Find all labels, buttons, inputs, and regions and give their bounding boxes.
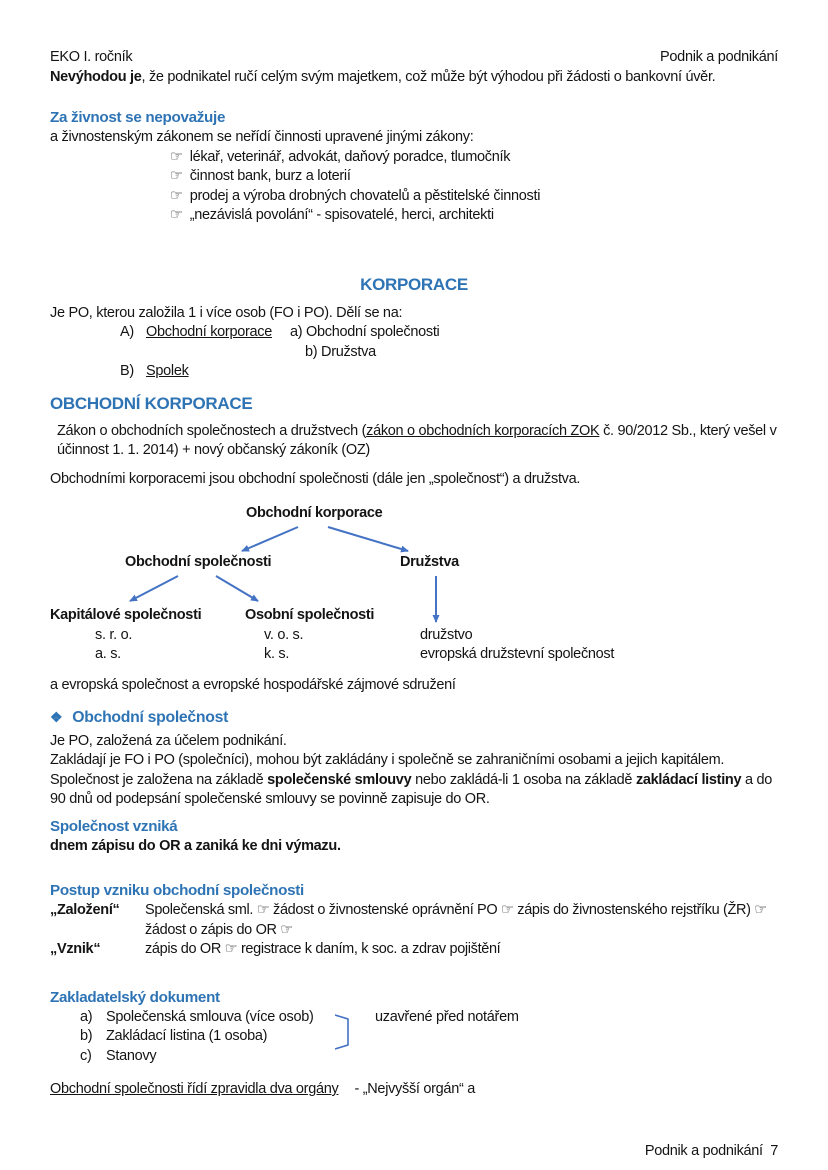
notary-note: uzavřené před notářem — [375, 1008, 519, 1025]
diagram-note: a evropská společnost a evropské hospodářské zájmové sdružení — [50, 677, 456, 693]
intro-text: , že podnikatel ručí celým svým majetkem, což může být výhodou při žádosti o bankovní úvěr. — [141, 68, 716, 85]
heading-spolecnost-vznika: Společnost vzniká — [50, 817, 178, 835]
heading-zakladatelsky-dokument: Zakladatelský dokument — [50, 988, 220, 1006]
organy-underlined: Obchodní společnosti řídí zpravidla dva orgány — [50, 1081, 339, 1097]
pointing-finger-icon: ☞ — [170, 148, 183, 165]
korporace-item-b-label: B) — [120, 363, 134, 379]
os-line3 — [50, 771, 778, 810]
bullet-item-text: činnost bank, burz a loterií — [189, 168, 351, 184]
diagram-node-root: Obchodní korporace — [246, 505, 383, 521]
bullet-item — [50, 167, 778, 187]
diagram-item-vos: v. o. s. — [264, 627, 304, 643]
os-line2: Zakládají je FO i PO (společníci), mohou být zakládány i společně se zahraničními osobami a jejich kapitálem. — [50, 752, 725, 768]
postup-vznik-text: zápis do OR ☞ registrace k daním, k soc. a zdrav pojištění — [145, 941, 501, 957]
bullet-item-text: lékař, veterinář, advokát, daňový poradce, tlumočník — [189, 148, 511, 165]
zakladatelsky-item — [50, 1047, 778, 1067]
page-footer: Podnik a podnikání 7 — [644, 1143, 778, 1159]
bullet-item — [50, 187, 778, 207]
postup-zalozeni-label: „Založení“ — [50, 902, 120, 918]
diagram-node-druzstva: Družstva — [400, 554, 459, 570]
diagram-item-sro: s. r. o. — [95, 627, 133, 643]
zak-item-label: b) — [80, 1028, 93, 1044]
diagram-item-druzstvo: družstvo — [420, 627, 473, 643]
os-line3-bold1: společenské smlouvy — [267, 771, 412, 788]
za-zivnost-lead: a živnostenským zákonem se neřídí činnosti upravené jinými zákony: — [50, 129, 474, 145]
bullet-item — [50, 148, 778, 168]
organy-rest: - „Nejvyšší orgán“ a — [354, 1081, 475, 1097]
page-header — [50, 48, 778, 68]
heading-postup: Postup vzniku obchodní společnosti — [50, 882, 304, 899]
korporace-item-a-sub2: b) Družstva — [305, 343, 376, 360]
zakladatelsky-list — [50, 1008, 778, 1067]
law-paragraph — [50, 422, 778, 461]
intro-paragraph — [50, 68, 778, 88]
pointing-finger-icon: ☞ — [170, 187, 183, 204]
diagram-item-evropska: evropská družstevní společnost — [420, 646, 615, 662]
korporace-item-b — [50, 362, 778, 382]
header-course-label: EKO I. ročník — [50, 49, 133, 65]
korporace-item-a-sub1: a) Obchodní společnosti — [290, 324, 440, 340]
heading-obchodni-korporace: OBCHODNÍ KORPORACE — [50, 393, 253, 413]
zakladatelsky-item — [50, 1027, 778, 1047]
korporace-item-a-label: A) — [120, 324, 134, 340]
os-line3-text: nebo zakládá-li 1 osoba na základě — [411, 771, 636, 788]
diagram-node-obchodni-spolecnosti: Obchodní společnosti — [125, 554, 272, 570]
diagram-node-osobni: Osobní společnosti — [245, 607, 375, 623]
bullet-item-text: prodej a výroba drobných chovatelů a pěstitelské činnosti — [189, 187, 541, 204]
postup-row-zalozeni — [50, 901, 778, 940]
zak-item-text: Stanovy — [106, 1047, 157, 1064]
intro-bold: Nevýhodou je — [50, 68, 142, 85]
diagram-arrows — [50, 498, 778, 668]
diagram-item-ks: k. s. — [264, 646, 290, 662]
heading-obchodni-spolecnost-text: Obchodní společnost — [72, 708, 229, 726]
os-line3-text: Společnost je založena na základě — [50, 771, 268, 788]
header-subject-label: Podnik a podnikání — [660, 49, 778, 65]
korporace-item-b-text: Spolek — [146, 363, 189, 379]
postup-vznik-label: „Vznik“ — [50, 941, 101, 957]
diamond-bullet-icon: ❖ — [50, 708, 63, 725]
notary-bracket-shape — [335, 1011, 353, 1053]
os-line1: Je PO, založená za účelem podnikání. — [50, 732, 287, 749]
bullet-item-text: „nezávislá povolání“ - spisovatelé, herci, architekti — [189, 207, 494, 223]
zak-item-text: Zakládací listina (1 osoba) — [106, 1028, 268, 1044]
heading-za-zivnost: Za živnost se nepovažuje — [50, 109, 226, 126]
bullet-item — [50, 206, 778, 226]
diagram-node-kapitalove: Kapitálové společnosti — [50, 607, 202, 623]
postup-zalozeni-text: Společenská sml. ☞ žádost o živnostenské oprávnění PO ☞ zápis do živnostenského rejstříku (ŽR) ☞ žádost o zápis do OR ☞ — [145, 902, 767, 938]
zak-item-label: c) — [80, 1047, 92, 1064]
vznik-bold-line: dnem zápisu do OR a zaniká ke dni výmazu. — [50, 837, 341, 854]
heading-korporace: KORPORACE — [360, 274, 468, 294]
organy-line — [50, 1080, 778, 1100]
law-text-post: č. 90/2012 Sb., který vešel v účinnost 1. 1. 2014) + nový občanský zákoník (OZ) — [57, 422, 777, 458]
pointing-finger-icon: ☞ — [170, 207, 183, 223]
law-link: zákon o obchodních korporacích ZOK — [366, 422, 600, 439]
heading-obchodni-spolecnost — [50, 706, 778, 729]
os-line3-text: a do 90 dnů od podepsání společenské smlouvy se povinně zapisuje do OR. — [50, 771, 773, 807]
pointing-finger-icon: ☞ — [170, 168, 183, 184]
korporace-item-a — [50, 323, 778, 343]
zak-item-text: Společenská smlouva (více osob) — [106, 1008, 314, 1025]
law-text-pre: Zákon o obchodních společnostech a družstvech ( — [57, 422, 367, 439]
korporace-intro: Je PO, kterou založila 1 i více osob (FO i PO). Dělí se na: — [50, 304, 403, 321]
os-line3-bold2: zakládací listiny — [635, 771, 742, 788]
korporace-definition: Obchodními korporacemi jsou obchodní společnosti (dále jen „společnost“) a družstva. — [50, 470, 581, 487]
zak-item-label: a) — [80, 1008, 93, 1025]
postup-row-vznik — [50, 940, 778, 960]
korporace-item-a-text: Obchodní korporace — [146, 324, 272, 340]
diagram-item-as: a. s. — [95, 646, 121, 662]
corporate-structure-diagram — [50, 498, 778, 668]
